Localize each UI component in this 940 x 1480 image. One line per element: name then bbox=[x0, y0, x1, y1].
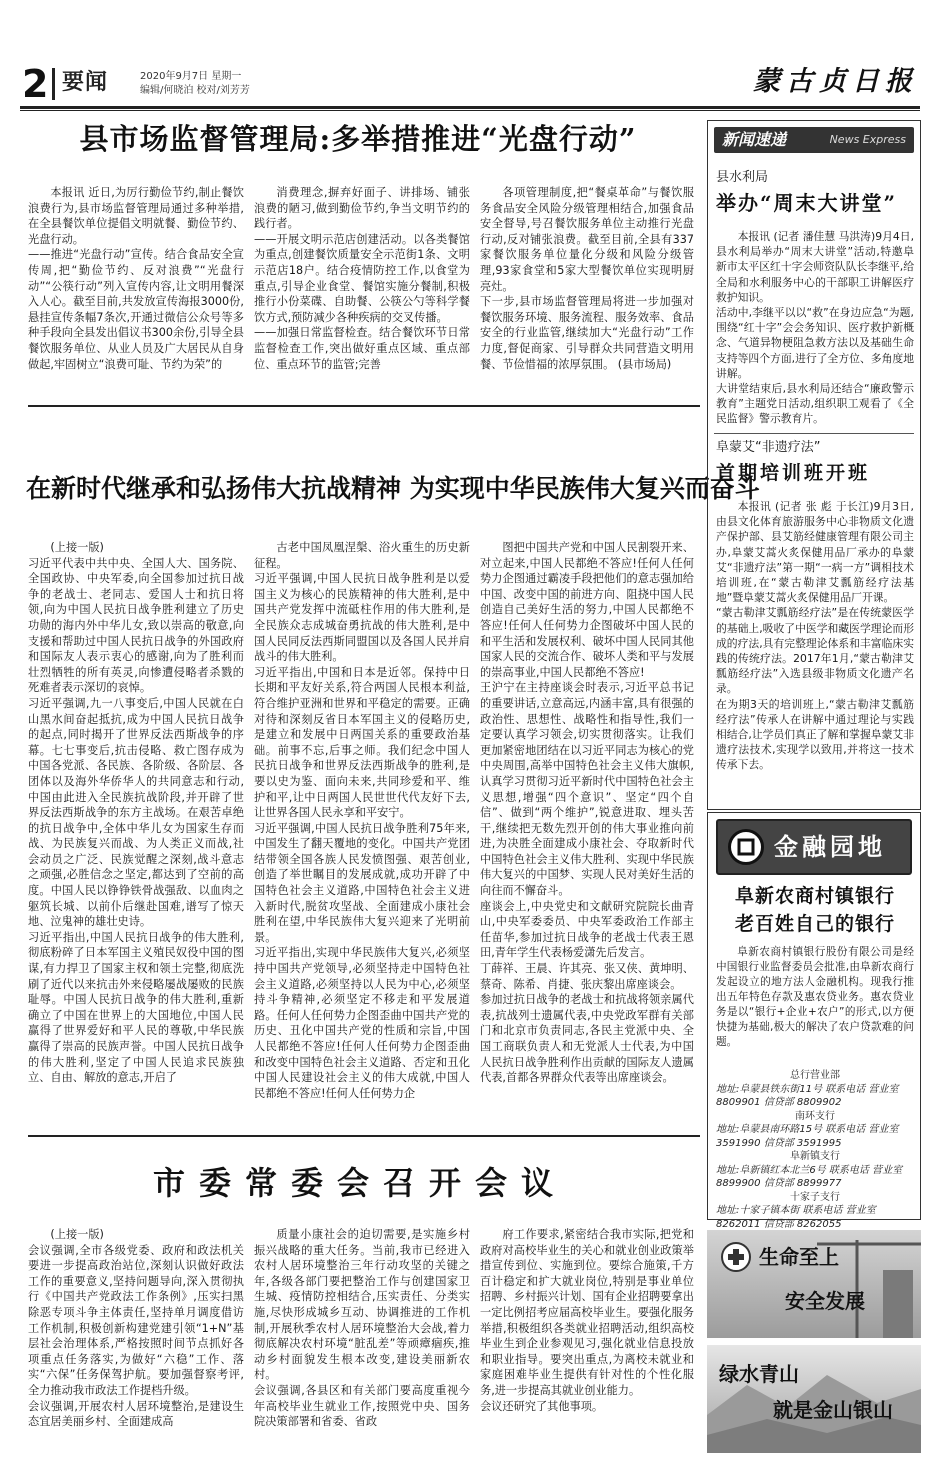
branch-name: 南环支行 bbox=[795, 1110, 835, 1122]
finance-title-1: 阜新农商村镇银行 bbox=[734, 885, 895, 907]
safety-ad bbox=[707, 1230, 921, 1338]
green-ad-line1: 绿水青山 bbox=[719, 1362, 799, 1386]
item2-text: 本报讯 (记者 张 彪 于长江)9月3日,由县文化体育旅游服务中心非物质文化遗产保护部、县艾筋经健康管理有限公司主办,阜蒙艾蒿火炙保健用品厂承办的阜蒙艾“非遗疗法”第一期“一病一方”调相技术培训班,在“蒙古勒津艾瓢筋经疗法基地”暨阜蒙艾蒿火炙保健用品厂开课。 “蒙古勒津艾瓢筋经疗法”是在传统蒙医学的基础上,吸收了中医学和藏医学理论而形成的疗法,具有完整理论体系和丰富临床实践的传统疗法。2017年1月,“蒙古勒津艾瓢筋经疗法”入选县级非物质文化遗产名录。 在为期3天的培训班上,“蒙古勒津艾瓢筋经疗法”传承人在讲解中通过理论与实践相结合,让学员们真正了解和掌握阜蒙艾非遗疗法技术,实现学以致用,并将这一技术传承下去。 bbox=[716, 500, 914, 772]
article3-col2 bbox=[254, 1227, 470, 1472]
issue-date: 2020年9月7日 星期一 bbox=[140, 71, 242, 82]
header-rule bbox=[20, 106, 920, 109]
branch-item bbox=[716, 1069, 914, 1110]
article2-divider bbox=[28, 1135, 700, 1137]
item2-kicker: 阜蒙艾“非遗疗法” bbox=[716, 440, 821, 455]
article2-title: 在新时代继承和弘扬伟大抗战精神 为实现中华民族伟大复兴而奋斗 bbox=[26, 474, 760, 503]
article2-text-col3: 图把中国共产党和中国人民割裂开来、对立起来,中国人民都绝不答应!任何人任何势力企图通过霸凌手段把他们的意志强加给中国、改变中国的前进方向、阻挠中国人民创造自己美好生活的努力,中国人民都绝不答应!任何人任何势力企图破坏中国人民的和平生活和发展权利、破坏中国人民同其他国家人民的交流合作、破坏人类和平与发展的崇高事业,中国人民都绝不答应! 王沪宁在主持座谈会时表示,习近平总书记的重要讲话,立意高远,内涵丰富,具有很强的政治性、思想性、战略性和指导性,我们一定要认真学习领会,切实贯彻落实。让我们更加紧密地团结在以习近平同志为核心的党中央周围,高举中国特色社会主义伟大旗帜,认真学习贯彻习近平新时代中国特色社会主义思想,增强“四个意识”、坚定“四个自信”、做到“两个维护”,锐意进取、埋头苦干,继续把无数先烈开创的伟大事业推向前进,为决胜全面建成小康社会、夺取新时代中国特色社会主义伟大胜利、实现中华民族伟大复兴的中国梦、实现人民对美好生活的向往而不懈奋斗。 座谈会上,中央党史和文献研究院院长曲青山,中央军委委员、中央军委政治工作部主任苗华,参加过抗日战争的老战士代表王恩田,青年学生代表杨爱潇先后发言。 丁薛祥、王晨、许其亮、张又侠、黄坤明、蔡奇、陈希、肖捷、张庆黎出席座谈会。 参加过抗日战争的老战士和抗战将领亲属代表,抗战列士遗属代表,中央党政军群有关部门和北京市负责同志,各民主党派中央、全国工商联负责人和无党派人士代表,为中国人民抗日战争胜利作出贡献的国际友人遗属代表,首都各界群众代表等出席座谈会。 bbox=[480, 541, 694, 1085]
news-express-box bbox=[707, 120, 921, 810]
branch-item bbox=[716, 1150, 914, 1191]
branch-address: 地址:阜蒙县南环路15号 联系电话 营业室 3591990 信贷部 3591995 bbox=[716, 1124, 899, 1149]
article3-col1 bbox=[28, 1227, 244, 1472]
article3-text-col3: 府工作要求,紧密结合我市实际,把党和政府对高校毕业生的关心和就业创业政策举措宣传到位、实施到位。要综合施策,千方百计稳定和扩大就业岗位,特别是事业单位招聘、乡村振兴计划、国有企业招聘要拿出一定比例招考应届高校毕业生。要强化服务举措,积极组织各类就业招聘活动,组织高校毕业生到企业参观见习,强化就业信息投放和职业指导。要突出重点,为离校未就业和家庭困难毕业生提供有针对性的个性化服务,进一步提高其就业创业能力。 会议还研究了其他事项。 bbox=[480, 1228, 694, 1413]
article1-divider bbox=[28, 405, 700, 407]
finance-banner-label: 金融园地 bbox=[774, 832, 886, 861]
article1-col1 bbox=[28, 185, 244, 397]
safety-cross-icon bbox=[721, 1242, 751, 1272]
finance-logo-icon bbox=[728, 829, 764, 865]
page-number: 2 bbox=[22, 62, 49, 106]
finance-box bbox=[707, 812, 921, 1230]
green-mountains-ad bbox=[707, 1345, 921, 1453]
article3-text-col1: (上接一版) 会议强调,全市各级党委、政府和政法机关要进一步提高政治站位,深刻认识做好政法工作的重要意义,坚持问题导向,深入贯彻执行《中国共产党政法工作条例》,压实扫黑除恶专项斗争主体责任,坚持单月调度借访工作机制,积极创新构建党建引领“1+N”基层社会治理体系,严格按照时间节点抓好各项重点任务落实,为做好“六稳”工作、落实“六保”任务保驾护航。要加强督察考评,全力推动我市政法工作提档升级。 会议强调,开展农村人居环境整治,是建设生态宜居美丽乡村、全面建成高 bbox=[28, 1228, 244, 1429]
article1-text-col2: 消费理念,摒弃好面子、讲排场、铺张浪费的陋习,做到勤俭节约,争当文明节约的践行者。 ——开展文明示范店创建活动。以各类餐馆为重点,创建餐饮质量安全示范街1条、文明示范店18户。结合疫情防控工作,以食堂为重点,引导企业食堂、餐馆实施分餐制,积极推行小份菜碟、自助餐、公筷公勺等科学餐饮方式,预防减少各种疾病的交叉传播。 ——加强日常监督检查。结合餐饮环节日常监督检查工作,突出做好重点区域、重点部位、重点环节的监管;完善 bbox=[254, 186, 470, 371]
branch-item bbox=[716, 1191, 914, 1232]
article2-col3 bbox=[480, 540, 694, 1125]
article2-text-col2: 古老中国凤凰涅槃、浴火重生的历史新征程。 习近平强调,中国人民抗日战争胜利是以爱国主义为核心的民族精神的伟大胜利,是中国共产党发挥中流砥柱作用的伟大胜利,是全民族众志成城奋勇抗战的伟大胜利,是中国人民同反法西斯同盟国以及各国人民并肩战斗的伟大胜利。 习近平指出,中国和日本是近邻。保持中日长期和平友好关系,符合两国人民根本利益,符合维护亚洲和世界和平稳定的需要。正确对待和深刻反省日本军国主义的侵略历史,是建立和发展中日两国关系的重要政治基础。前事不忘,后事之师。我们纪念中国人民抗日战争和世界反法西斯战争的胜利,是要以史为鉴、面向未来,共同珍爱和平、维护和平,让中日两国人民世世代代友好下去,让世界各国人民永享和平安宁。 习近平强调,中国人民抗日战争胜利75年来,中国发生了翻天覆地的变化。中国共产党团结带领全国各族人民发愤图强、艰苦创业,创造了举世瞩目的发展成就,成功开辟了中国特色社会主义道路,中国特色社会主义进入新时代,脱贫攻坚战、全面建成小康社会胜利在望,中华民族伟大复兴迎来了光明前景。 习近平指出,实现中华民族伟大复兴,必须坚持中国共产党领导,必须坚持走中国特色社会主义道路,必须坚持以人民为中心,必须坚持斗争精神,必须坚定不移走和平发展道路。任何人任何势力企图歪曲中国共产党的历史、丑化中国共产党的性质和宗旨,中国人民都绝不答应!任何人任何势力企图歪曲和改变中国特色社会主义道路、否定和丑化中国人民建设社会主义的伟大成就,中国人民都绝不答应!任何人任何势力企 bbox=[254, 541, 470, 1100]
masthead: 蒙古贞日报 bbox=[753, 66, 918, 97]
branch-name: 总行营业部 bbox=[790, 1070, 840, 1081]
finance-banner bbox=[716, 819, 912, 875]
article2-col1 bbox=[28, 540, 244, 1125]
article1-col3 bbox=[480, 185, 694, 397]
news-express-label-en: News Express bbox=[829, 133, 906, 146]
branch-name: 阜新镇支行 bbox=[790, 1151, 840, 1162]
green-ad-line2: 就是金山银山 bbox=[773, 1398, 893, 1422]
article3-text-col2: 质量小康社会的迫切需要,是实施乡村振兴战略的重大任务。当前,我市已经进入农村人居环境整治三年行动攻坚的关键之年,各级各部门要把整治工作与创建国家卫生城、疫情防控相结合,压实责任、分类实施,尽快形成城乡互动、协调推进的工作机制,开展秋季农村人居环境整治大会战,着力彻底解决农村环境“脏乱差”等顽瘴痼疾,推动乡村面貌发生根本改变,建设美丽新农村。 会议强调,各县区和有关部门要高度重视今年高校毕业生就业工作,按照党中央、国务院决策部署和省委、省政 bbox=[254, 1228, 470, 1429]
page-header bbox=[20, 62, 920, 106]
article1-text-col1: 本报讯 近日,为厉行勤俭节约,制止餐饮浪费行为,县市场监督管理局通过多种举措,在全县餐饮单位提倡文明就餐、勤俭节约、光盘行动。 ——推进“光盘行动”宣传。结合食品安全宣传周,把“勤俭节约、反对浪费”“光盘行动”“公筷行动”列入宣传内容,让文明用餐深入人心。截至目前,共发放宣传海报3000份,悬挂宣传条幅7条次,开通过微信公众号等多种手段向全县发出倡议书300余份,引导全县餐饮服务单位、从业人员及广大居民从自身做起,牢固树立“浪费可耻、节约为荣”的 bbox=[28, 186, 244, 371]
item2-title: 首期培训班开班 bbox=[716, 462, 871, 484]
article2-col2 bbox=[254, 540, 470, 1125]
article2-text-col1: (上接一版) 习近平代表中共中央、全国人大、国务院、全国政协、中央军委,向全国参加过抗日战争的老战士、老同志、爱国人士和抗日将领,向为中国人民抗日战争胜利建立了历史功勋的海内外中华儿女,致以崇高的敬意,向支援和帮助过中国人民抗日战争的外国政府和国际友人表示衷心的感谢,向为了胜利而壮烈牺牲的所有英灵,向惨遭侵略者杀戮的死难者表示深切的哀悼。 习近平强调,九一八事变后,中国人民就在白山黑水间奋起抵抗,成为中国人民抗日战争的起点,同时揭开了世界反法西斯战争的序幕。七七事变后,抗击侵略、救亡图存成为中国各党派、各民族、各阶级、各阶层、各团体以及海外华侨华人的共同意志和行动,中国由此进入全民族抗战阶段,并开辟了世界反法西斯战争的东方主战场。在艰苦卓绝的抗日战争中,全体中华儿女为国家生存而战、为民族复兴而战、为人类正义而战,社会动员之广泛、民族觉醒之深刻,战斗意志之顽强,必胜信念之坚定,都达到了空前的高度。中国人民以铮铮铁骨战强敌、以血肉之躯筑长城、以前仆后继赴国难,谱写了惊天地、泣鬼神的雄壮史诗。 习近平指出,中国人民抗日战争的伟大胜利,彻底粉碎了日本军国主义殖民奴役中国的图谋,有力捍卫了国家主权和领土完整,彻底洗刷了近代以来抗击外来侵略屡战屡败的民族耻辱。中国人民抗日战争的伟大胜利,重新确立了中国在世界上的大国地位,中国人民赢得了世界爱好和平人民的尊敬,中华民族赢得了崇高的民族声誉。中国人民抗日战争的伟大胜利,坚定了中国人民追求民族独立、自由、解放的意志,开启了 bbox=[28, 541, 244, 1085]
branch-list bbox=[716, 1069, 914, 1230]
finance-intro: 阜新农商村镇银行股份有限公司是经中国银行业监督委员会批准,由阜新农商行发起设立的地方法人金融机构。现我行推出五年特色存款及惠农贷业务。惠农贷业务是以“银行+企业+农户”的形式,以方便快捷为基础,极大的解决了农户贷款难的问题。 bbox=[716, 946, 914, 1048]
article3-title: 市委常委会召开会议 bbox=[152, 1164, 567, 1202]
article1-col2 bbox=[254, 185, 470, 397]
news-express-banner bbox=[714, 127, 914, 153]
article1-text-col3: 各项管理制度,把“餐桌革命”与餐饮服务食品安全风险分级管理相结合,加强食品安全督导,号召餐饮服务单位主动推行光盘行动,反对铺张浪费。截至目前,全县有337家餐饮服务单位量化分级和风险分级管理,93家食堂和5家大型餐饮单位实现明厨亮灶。 下一步,县市场监督管理局将进一步加强对餐饮服务环境、服务流程、服务效率、食品安全的行业监管,继续加大“光盘行动”工作力度,督促商家、引导群众共同营造文明用餐、节俭惜福的浓厚氛围。 (县市场局) bbox=[480, 186, 694, 371]
item1-text: 本报讯 (记者 潘佳慧 马洪涛)9月4日,县水利局举办“周末大讲堂”活动,特邀阜新市太平区红十字会师资队队长李继平,给全局和水利服务中心的干部职工讲解医疗救护知识。 活动中,李继平以以“救”在身边应急“为题,围绕“红十字”会会务知识、医疗救护新概念、气道异物梗阻急救方法以及基础生命支持等四个方面,进行了全方位、多角度地讲解。 大讲堂结束后,县水利局还结合“廉政警示教育”主题党日活动,组织职工观看了《全民监督》警示教育片。 bbox=[716, 230, 914, 426]
safety-ad-line2: 安全发展 bbox=[785, 1289, 865, 1313]
safety-ad-line1: 生命至上 bbox=[759, 1245, 839, 1269]
branch-address: 地址:阜蒙县铁东街11号 联系电话 营业室8809901 信贷部 8809902 bbox=[716, 1083, 899, 1108]
branch-address: 地址:十家子镇本街 联系电话 营业室 8262011 信贷部 8262055 bbox=[716, 1205, 876, 1230]
section-label: 要闻 bbox=[62, 70, 109, 95]
news-express-label: 新闻速递 bbox=[722, 130, 787, 149]
branch-address: 地址:阜新镇红本北兰6号 联系电话 营业室 8899900 信贷部 8899977 bbox=[716, 1164, 903, 1189]
item1-kicker: 县水利局 bbox=[716, 170, 769, 185]
article1-title: 县市场监督管理局:多举措推进“光盘行动” bbox=[79, 122, 637, 156]
finance-title-2: 老百姓自己的银行 bbox=[734, 913, 895, 935]
branch-item bbox=[716, 1110, 914, 1151]
article3-col3 bbox=[480, 1227, 694, 1472]
branch-name: 十家子支行 bbox=[790, 1191, 840, 1203]
editor-line: 编辑/何晓泊 校对/刘芳芳 bbox=[140, 85, 250, 96]
item1-title: 举办“周末大讲堂” bbox=[716, 191, 898, 215]
